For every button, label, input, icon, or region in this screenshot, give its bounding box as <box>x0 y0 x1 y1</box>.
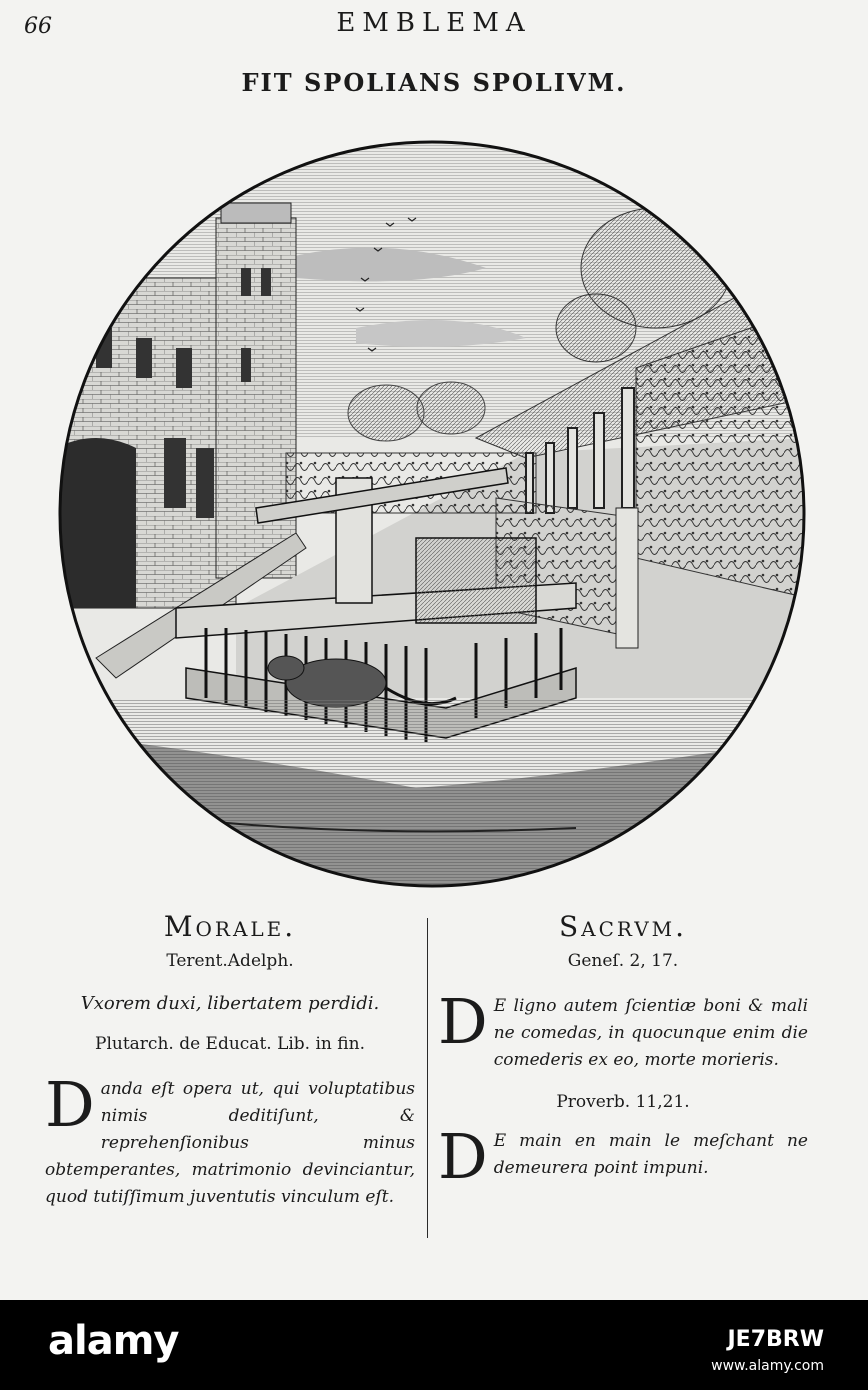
engraving-illustration <box>56 138 808 890</box>
morale-column <box>45 910 415 1211</box>
morale-source-plutarch: Plutarch. de Educat. Lib. in fin. <box>95 1034 365 1054</box>
image-id: JE7BRW <box>727 1327 824 1352</box>
running-header: EMBLEMA <box>336 8 532 38</box>
sacrum-text-french: E main en main le meſchant ne demeurera point impuni. <box>493 1131 808 1178</box>
sacrum-source-genesis: Geneſ. 2, 17. <box>567 951 679 971</box>
page-number: 66 <box>24 14 52 39</box>
emblem-motto: FIT SPOLIANS SPOLIVM. <box>241 68 627 97</box>
sacrum-dropcap-1: D <box>438 985 488 1058</box>
engraving-mousetrap-garden <box>56 138 808 890</box>
alamy-logo: alamy <box>48 1318 179 1364</box>
morale-dropcap: D <box>45 1068 95 1141</box>
sacrum-source-proverbs: Proverb. 11,21. <box>556 1092 690 1112</box>
morale-paragraph <box>45 1068 415 1211</box>
morale-text: anda eſt opera ut, qui voluptatibus nimis deditiſunt, & reprehenſionibus minus obtemperantes, matrimonio devinciantur, quod tutiſſimum juventutis vinculum eſt. <box>45 1079 415 1207</box>
morale-quote: Vxorem duxi, libertatem perdidi. <box>80 993 380 1014</box>
morale-source-terence: Terent.Adelph. <box>166 951 294 971</box>
sacrum-title: Sacrvm. <box>558 910 688 943</box>
sacrum-column <box>438 910 808 1193</box>
watermark-url: www.alamy.com <box>711 1358 824 1374</box>
column-divider <box>427 918 428 1238</box>
sacrum-dropcap-2: D <box>438 1120 488 1193</box>
sacrum-paragraph-french <box>438 1120 808 1193</box>
sacrum-paragraph-latin <box>438 985 808 1074</box>
sacrum-text-latin: E ligno autem ſcientiæ boni & mali ne comedas, in quocunque enim die comederis ex eo, morte morieris. <box>493 996 808 1070</box>
morale-title: Morale. <box>163 910 297 943</box>
